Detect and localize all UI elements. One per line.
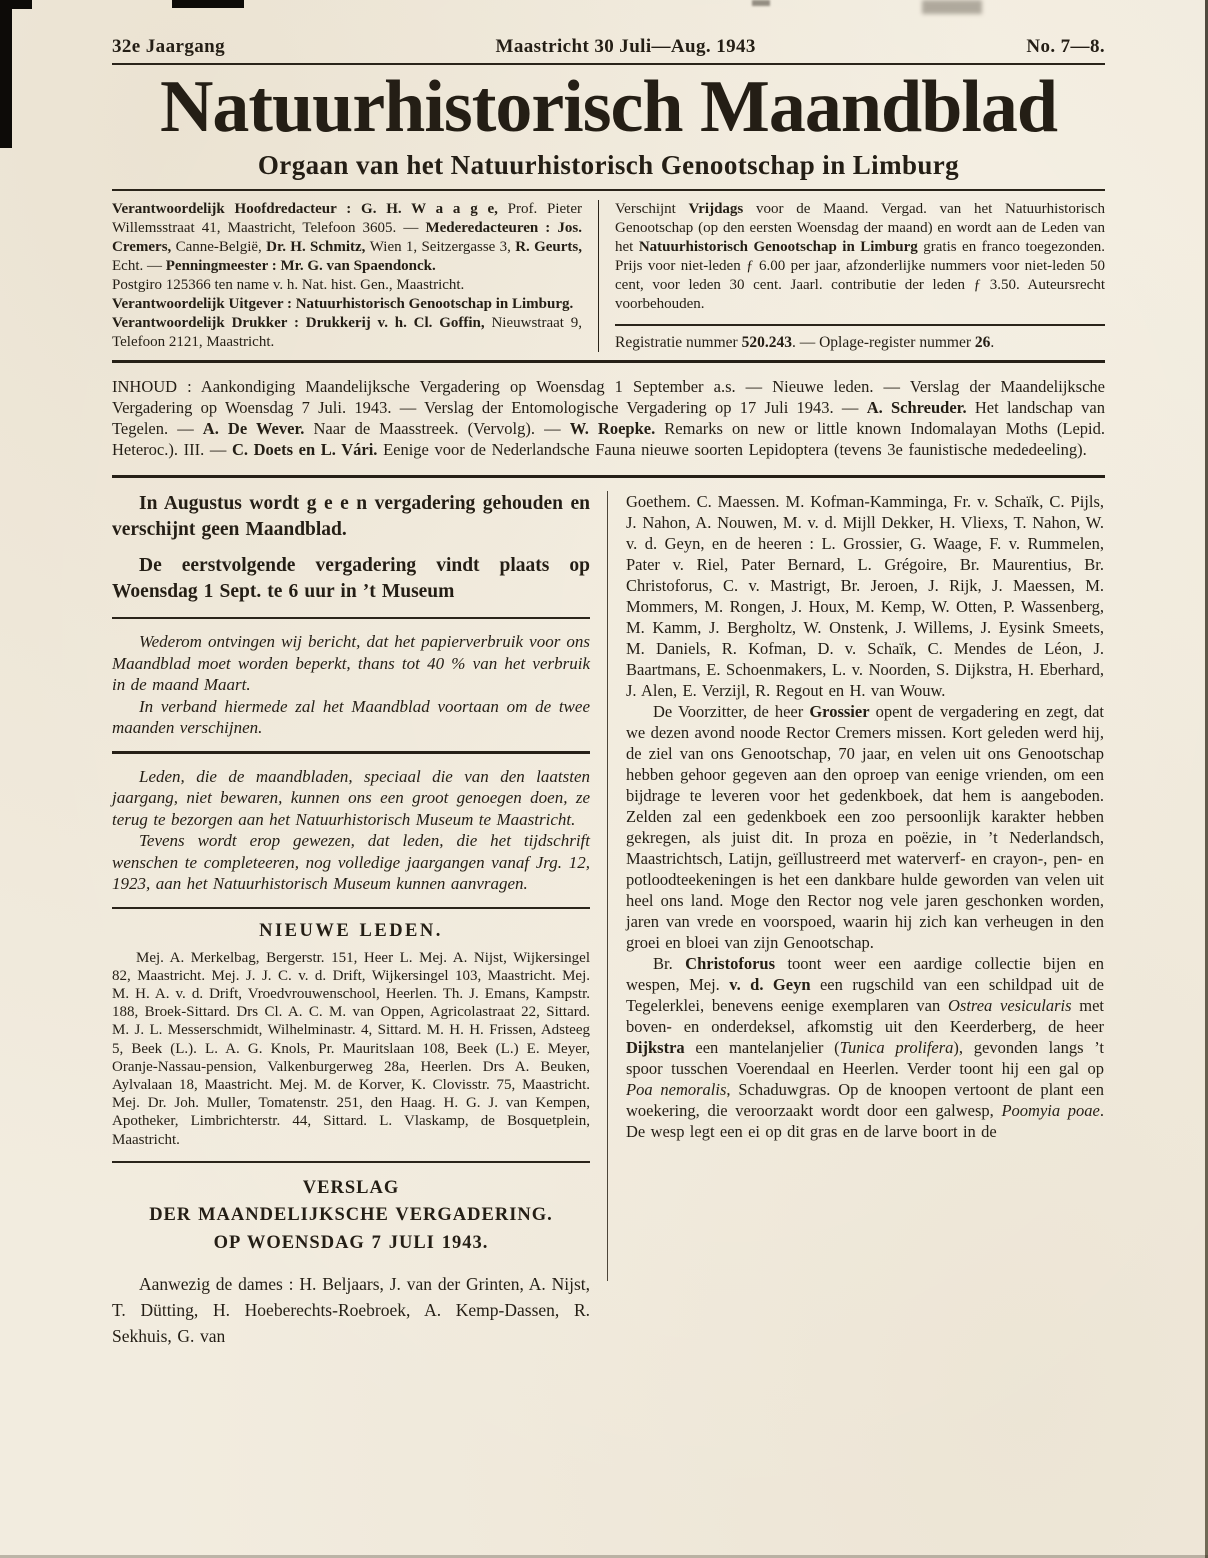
- announcement-next-meeting: De eerstvolgende vergadering vindt plaats op Woensdag 1 Sept. te 6 uur in ’t Museum: [112, 555, 590, 602]
- chairman-paragraph: De Voorzitter, de heer Grossier opent de vergadering en zegt, dat we dezen avond noode Rector Cremers missen. Kort geleden werd hij, de ziel van ons Genootschap, 70 jaar, en velen uit ons Genootschap hebben gehoor gegeven aan den oproep van eenige vrienden, om een bijdrage te leveren voor het gedenkboek, dat hem is aangeboden. Zelden zal een gedenkboek een zoo persoonlijk karakter hebben gekregen, als juist dit. In proza en poëzie, in ’t Nederlandsch, Maastrichtsch, Latijn, geïllustreerd met waterverf- en crayon-, pen- en potloodteekeningen is het een dankbare hulde geworden van velen uit heel ons land. Moge den Rector nog vele jaren geschonken worden, jaren van vrede en voorspoed, waarin hij zich kan verheugen in den groei en bloei van zijn Genootschap.: [626, 702, 1104, 952]
- inhoud-bottom-rule: [112, 475, 1105, 478]
- complete-volumes-notice: Tevens wordt erop gewezen, dat leden, die het tijdschrift wenschen te completeeren, nog volledige jaargangen vanaf Jrg. 12, 1923, aan het Natuurhistorisch Museum kunnen aanvragen.: [112, 831, 590, 893]
- verslag-heading-line1: VERSLAG: [302, 1177, 400, 1198]
- masthead-editors-paragraph: Verantwoordelijk Hoofdredacteur : G. H. W a a g e, Prof. Pieter Willemsstraat 41, Maastricht, Telefoon 3605. — Mederedacteuren : Jos. Cremers, Canne-België, Dr. H. Schmitz, Wien 1, Seitzergasse 3, R. Geurts, Echt. — Penningmeester : Mr. G. van Spaendonck.: [112, 201, 583, 274]
- masthead-subscription-paragraph: Verschijnt Vrijdags voor de Maand. Vergad. van het Natuurhistorisch Genootschap (op den eersten Woensdag der maand) en wordt aan de Leden van het Natuurhistorisch Genootschap in Limburg gratis en franco toegezonden. Prijs voor niet-leden ƒ 6.00 per jaar, afzonderlijke nummers voor niet-leden 50 cent, voor leden 30 cent. Jaarl. contributie der leden ƒ 3.50. Auteursrecht voorbehouden.: [615, 201, 1106, 312]
- bimonthly-notice: In verband hiermede zal het Maandblad voortaan om de twee maanden verschijnen.: [112, 696, 590, 737]
- body-left-column: [112, 491, 590, 1349]
- body-right-column: [626, 491, 1104, 1349]
- header-rule: [112, 63, 1105, 65]
- masthead-postgiro-paragraph: Postgiro 125366 ten name v. h. Nat. hist. Gen., Maastricht.: [112, 277, 465, 293]
- left-column-rule-1: [112, 617, 590, 619]
- volume-label: 32e Jaargang: [112, 36, 225, 57]
- paper-restriction-notice: Wederom ontvingen wij bericht, dat het papierverbruik voor ons Maandblad moet worden beperkt, thans tot 40 % van het verbruik in de maand Maart.: [112, 632, 590, 694]
- verslag-heading-line2: DER MAANDELIJKSCHE VERGADERING.: [149, 1205, 553, 1226]
- masthead-printer-paragraph: Verantwoordelijk Drukker : Drukkerij v. h. Cl. Goffin, Nieuwstraat 9, Telefoon 2121, Maastricht.: [112, 315, 582, 350]
- announcement-no-meeting: In Augustus wordt g e e n vergadering gehouden en verschijnt geen Maandblad.: [112, 493, 590, 540]
- verslag-heading-line3: OP WOENSDAG 7 JULI 1943.: [213, 1232, 489, 1253]
- registration-rule: [615, 324, 1105, 326]
- masthead-left: [112, 200, 582, 352]
- masthead-spacer: [615, 314, 1105, 317]
- issue-number: No. 7—8.: [1026, 36, 1105, 57]
- left-column-rule-3: [112, 907, 590, 909]
- journal-subtitle: Orgaan van het Natuurhistorisch Genootschap in Limburg: [257, 150, 960, 180]
- attendees-paragraph: Aanwezig de dames : H. Beljaars, J. van der Grinten, A. Nijst, T. Dütting, H. Hoeberechts-Roebroek, A. Kemp-Dassen, R. Sekhuis, G. van: [112, 1274, 590, 1347]
- verslag-heading: [112, 1175, 590, 1258]
- new-members-list: Mej. A. Merkelbag, Bergerstr. 151, Heer L. Mej. A. Nijst, Wijkersingel 82, Maastricht. Mej. J. J. C. v. d. Drift, Wijkersingel 103, Maastricht. Mej. M. H. A. v. d. Drift, Vroedvrouwenschool, Heerlen. Th. J. Emans, Kampstr. 188, Broek-Sittard. Drs Cl. A. C. M. van Oppen, Agricolastraat 22, Sittard. M. J. L. Messerschmidt, Wilhelminastr. 4, Sittard. M. H. H. Frissen, Adsteeg 5, Beek (L.). L. A. G. Knols, Pr. Mauritslaan 108, Beek (L.) E. Meyer, Oranje-Nassau-pension, Valkenburgerweg 28a, Heerlen. Drs A. Beuken, Aylvalaan 18, Maastricht. Mej. M. de Korver, K. Clovisstr. 75, Maastricht. Mej. Dr. Joh. Muller, Tomatenstr. 251, den Haag. H. G. J. van Kempen, Apotheker, Limbrichterstr. 44, Sittard. L. Vlaskamp, de Bosquetplein, Maastricht.: [112, 949, 590, 1148]
- journal-title: Natuurhistorisch Maandblad: [159, 66, 1058, 148]
- section-heading-nieuwe-leden: NIEUWE LEDEN.: [259, 920, 443, 941]
- masthead: [112, 191, 1105, 360]
- return-issues-notice: Leden, die de maandbladen, speciaal die van den laatsten jaargang, niet bewaren, kunnen ons een groot genoegen doen, ze terug te bezorgen aan het Natuurhistorisch Museum te Maastricht.: [112, 766, 590, 829]
- attendees-continuation-paragraph: Goethem. C. Maessen. M. Kofman-Kamminga, Fr. v. Schaïk, C. Pijls, J. Nahon, A. Nouwen, M. v. d. Mijll Dekker, H. Vliexs, T. Nahon, W. v. d. Geyn, en de heeren : L. Grossier, G. Waage, F. v. Rummelen, Pater v. Riel, Pater Bernard, L. Grégoire, Br. Maurentius, Br. Christoforus, C. v. Mastrigt, Br. Jeroen, J. Rijk, J. Maessen, M. Mommers, M. Rongen, J. Houx, M. Kemp, W. Otten, P. Wassenberg, M. Kamm, J. Bergholtz, W. Onstenk, J. Willems, J. Eysink Smeets, M. Daniels, R. Kofman, D. v. Schaïk, C. Mendes de Léon, J. Baartmans, E. Schoenmakers, L. v. Noorden, S. Dijkstra, H. Eberhard, J. Alen, E. Verzijl, R. Regout en H. van Wouw.: [626, 492, 1104, 700]
- body-columns: [112, 491, 1105, 1349]
- column-divider: [607, 491, 608, 1281]
- scan-artifact-left-bar: [0, 0, 12, 148]
- registration-line: Registratie nummer 520.243. — Oplage-register nummer 26.: [615, 334, 995, 351]
- table-of-contents: INHOUD : Aankondiging Maandelijksche Vergadering op Woensdag 1 September a.s. — Nieuwe leden. — Verslag der Maandelijksche Vergadering op Woensdag 7 Juli. 1943. — Verslag der Entomologische Vergadering op 17 Juli 1943. — A. Schreuder. Het landschap van Tegelen. — A. De Wever. Naar de Maasstreek. (Vervolg). — W. Roepke. Remarks on new or little known Indomalayan Moths (Lepid. Heteroc.). III. — C. Doets en L. Vári. Eenige voor de Nederlandsche Fauna nieuwe soorten Lepidoptera (tevens 3e faunistische mededeeling).: [112, 377, 1106, 459]
- masthead-publisher-paragraph: Verantwoordelijk Uitgever : Natuurhistorisch Genootschap in Limburg.: [112, 296, 574, 312]
- masthead-right: [615, 200, 1105, 352]
- christoforus-paragraph: Br. Christoforus toont weer een aardige collectie bijen en wespen, Mej. v. d. Geyn een rugschild van een schildpad uit de Tegelerklei, benevens eenige exemplaren van Ostrea vesicularis met boven- en onderdeksel, afkomstig uit den Keerderberg, de heer Dijkstra een mantelanjelier (Tunica prolifera), gevonden langs ’t spoor tusschen Voerendaal en Heerlen. Verder toont hij een gal op Poa nemoralis, Schaduwgras. Op de knoopen vertoont de plant een woekering, die veroorzaakt wordt door een galwesp, Poomyia poae. De wesp legt een ei op dit gras en de larve boort in de: [626, 954, 1105, 1141]
- left-column-rule-2: [112, 751, 590, 754]
- issue-line: [112, 0, 1105, 58]
- issue-date: Maastricht 30 Juli—Aug. 1943: [495, 36, 756, 57]
- page-content: [112, 0, 1105, 1349]
- scan-artifact-left-top: [0, 0, 32, 9]
- left-column-rule-4: [112, 1161, 590, 1163]
- masthead-divider: [598, 200, 599, 352]
